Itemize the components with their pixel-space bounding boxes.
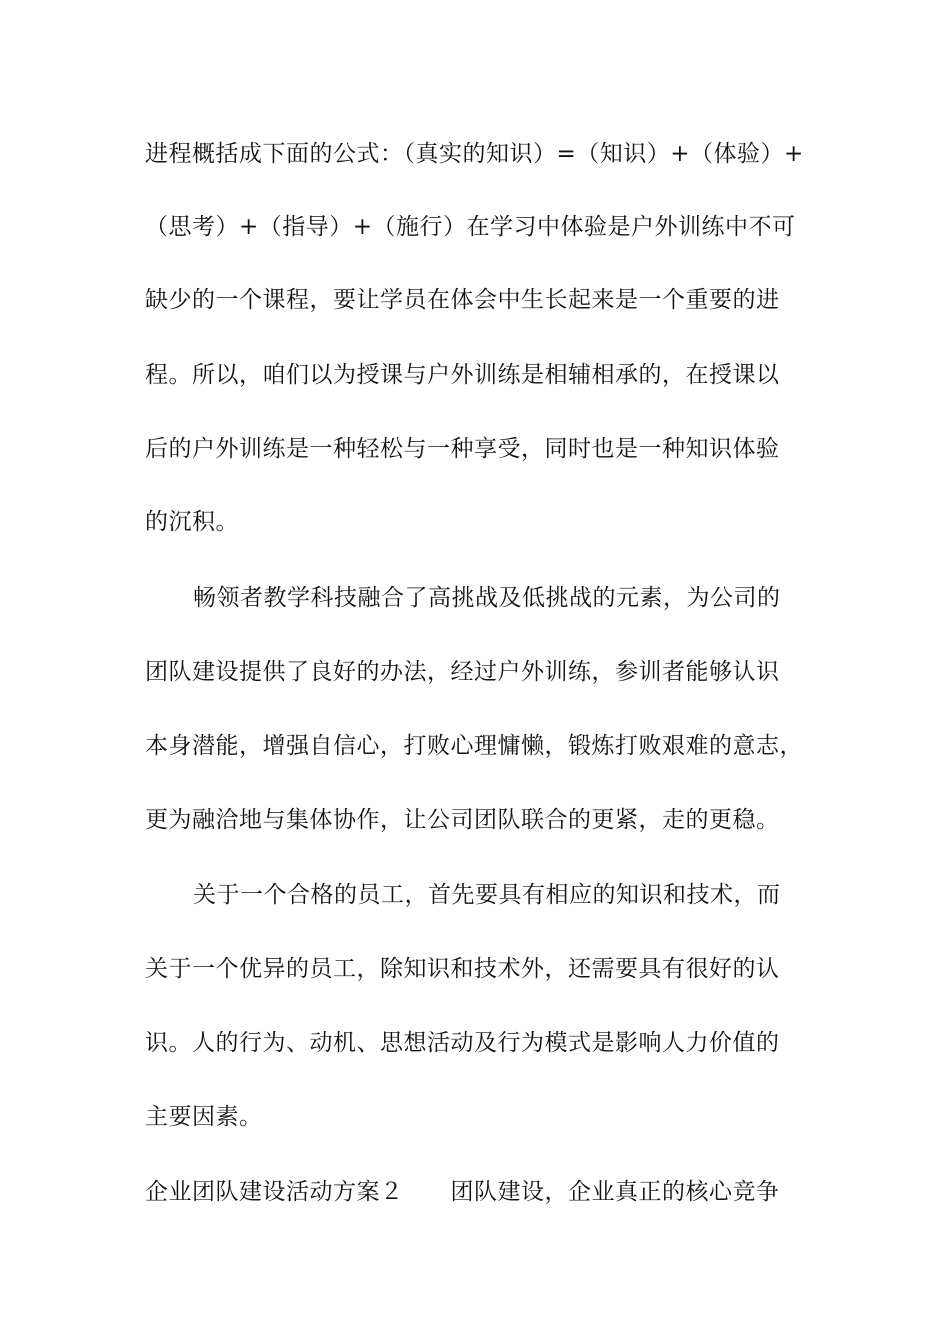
text-line: 进程概括成下面的公式：（真实的知识）=（知识）+（体验）+ <box>145 141 804 167</box>
paragraph-start-line: 畅领者教学科技融合了高挑战及低挑战的元素，为公司的 <box>193 585 781 611</box>
text-line: 团队建设提供了良好的办法，经过户外训练，参训者能够认识 <box>145 659 780 685</box>
paragraph-start-line: 关于一个合格的员工，首先要具有相应的知识和技术，而 <box>193 882 781 908</box>
text-line: 后的户外训练是一种轻松与一种享受，同时也是一种知识体验 <box>145 436 780 462</box>
text-line: 的沉积。 <box>145 509 239 535</box>
section-heading-line: 企业团队建设活动方案２ 团队建设，企业真正的核心竞争 <box>145 1179 780 1205</box>
text-line: 本身潜能，增强自信心，打败心理慵懒，锻炼打败艰难的意志， <box>145 733 803 759</box>
text-line: （思考）+（指导）+（施行）在学习中体验是户外训练中不可 <box>145 214 796 240</box>
text-line: 关于一个优异的员工，除知识和技术外，还需要具有很好的认 <box>145 956 780 982</box>
text-line: 更为融洽地与集体协作，让公司团队联合的更紧，走的更稳。 <box>145 807 780 833</box>
text-line: 缺少的一个课程，要让学员在体会中生长起来是一个重要的进 <box>145 287 780 313</box>
text-line: 程。所以，咱们以为授课与户外训练是相辅相承的，在授课以 <box>145 362 780 388</box>
text-line: 识。人的行为、动机、思想活动及行为模式是影响人力价值的 <box>145 1030 780 1056</box>
text-line: 主要因素。 <box>145 1104 263 1130</box>
